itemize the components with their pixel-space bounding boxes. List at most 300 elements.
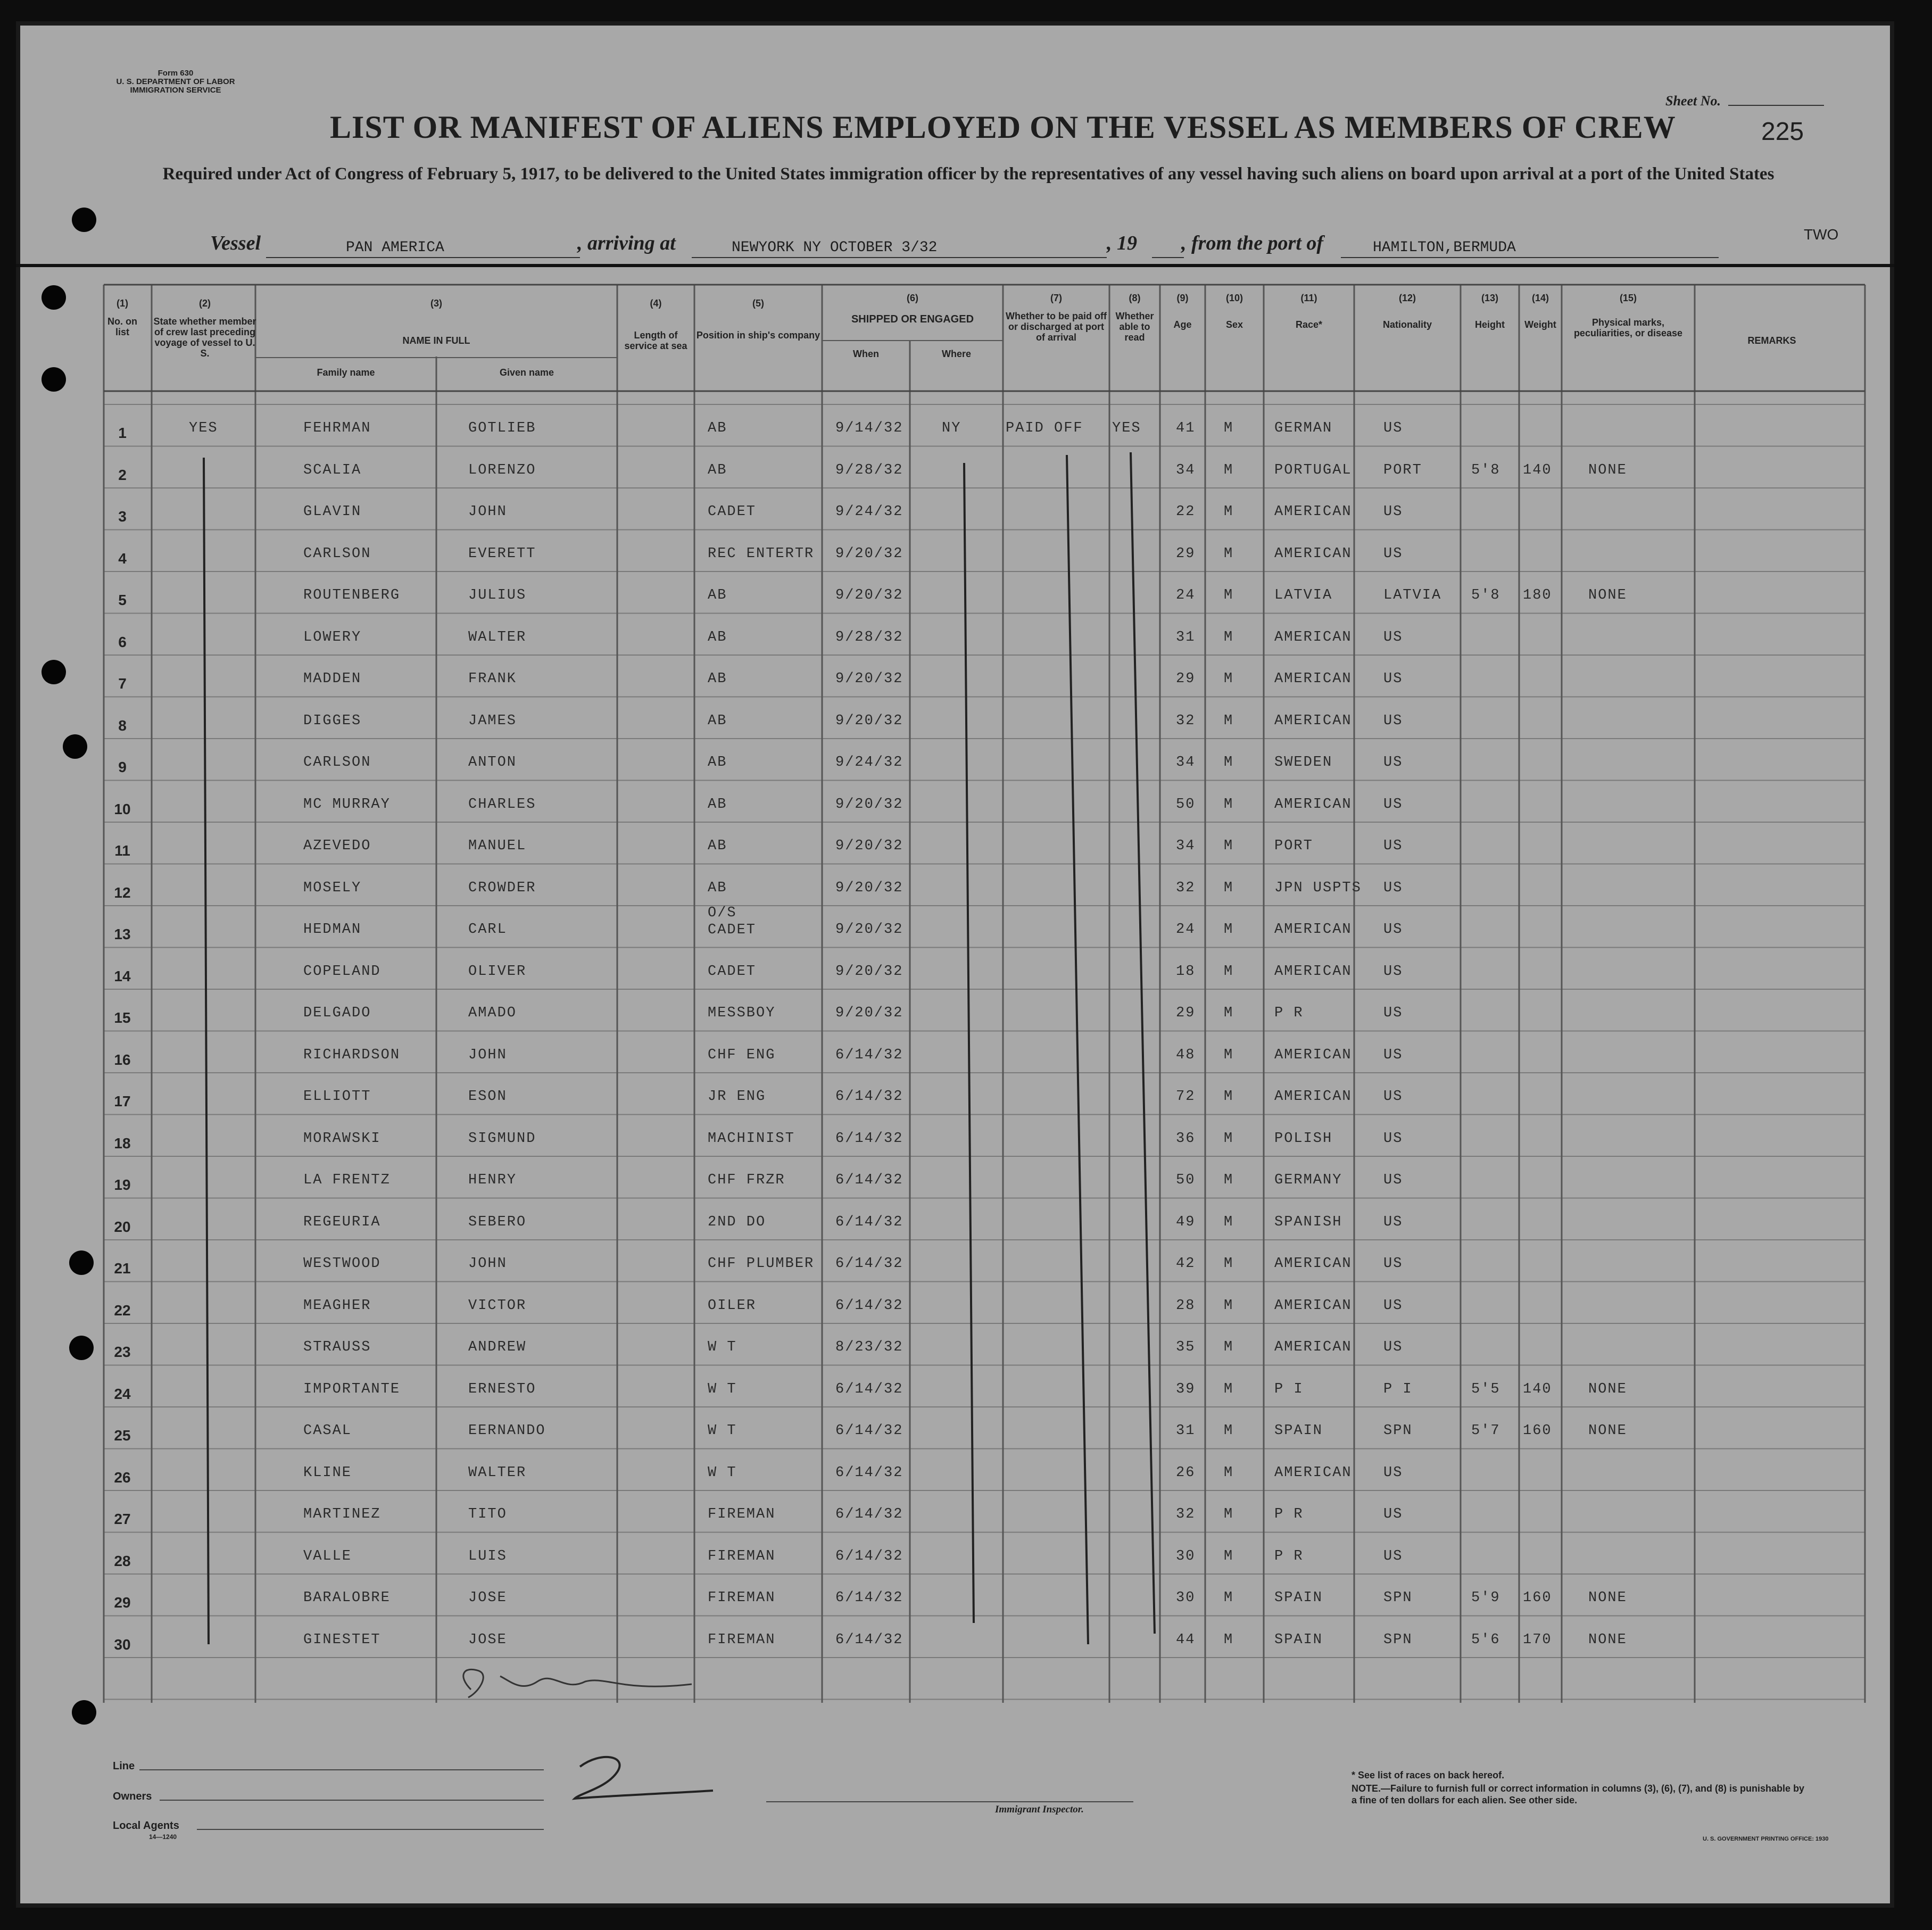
- line-field: [139, 1769, 544, 1770]
- height-cell: 5'7: [1471, 1423, 1500, 1439]
- position-cell: AB: [708, 420, 727, 436]
- row-number: 18: [114, 1134, 131, 1152]
- race-cell: GERMAN: [1274, 420, 1333, 436]
- position-cell: AB: [708, 462, 727, 478]
- remarks-header: REMARKS: [1747, 335, 1796, 346]
- service-name: IMMIGRATION SERVICE: [130, 86, 221, 95]
- race-cell: SPANISH: [1274, 1214, 1342, 1230]
- physical-marks-cell: NONE: [1588, 587, 1627, 603]
- given-name-cell: EVERETT: [468, 545, 536, 562]
- age-cell: 41: [1176, 420, 1196, 436]
- given-name-cell: EERNANDO: [468, 1423, 546, 1439]
- age-cell: 29: [1176, 545, 1196, 562]
- vessel-name: PAN AMERICA: [346, 239, 444, 256]
- age-cell: 49: [1176, 1214, 1196, 1230]
- race-cell: P R: [1274, 1005, 1304, 1021]
- col-number: (13): [1481, 293, 1498, 303]
- nationality-cell: US: [1383, 1214, 1403, 1230]
- where-header: Where: [941, 349, 971, 359]
- from-port-label: , from the port of: [1181, 232, 1324, 254]
- sex-cell: M: [1224, 1548, 1234, 1564]
- row-number: 6: [118, 633, 127, 650]
- shipped-when-cell: 6/14/32: [835, 1548, 903, 1564]
- shipped-when-cell: 6/14/32: [835, 1423, 903, 1439]
- col-number: (8): [1129, 293, 1141, 303]
- col-number: (6): [907, 293, 918, 303]
- race-cell: AMERICAN: [1274, 1339, 1352, 1355]
- sex-cell: M: [1224, 1381, 1234, 1397]
- row-number: 9: [118, 759, 127, 775]
- age-cell: 34: [1176, 838, 1196, 854]
- sex-cell: M: [1224, 1631, 1234, 1648]
- sex-cell: M: [1224, 922, 1234, 938]
- col-number: (9): [1176, 293, 1189, 303]
- race-cell: AMERICAN: [1274, 963, 1352, 980]
- position-cell: AB: [708, 671, 727, 687]
- shipped-when-cell: 6/14/32: [835, 1590, 903, 1606]
- local-agents-label: Local Agents: [113, 1820, 179, 1832]
- shipped-when-cell: 9/20/32: [835, 922, 903, 938]
- height-cell: 5'5: [1471, 1381, 1500, 1397]
- age-cell: 22: [1176, 504, 1196, 520]
- family-name-cell: MOSELY: [303, 880, 362, 896]
- shipped-when-cell: 9/20/32: [835, 671, 903, 687]
- col-number: (7): [1050, 293, 1062, 303]
- race-cell: LATVIA: [1274, 587, 1333, 603]
- local-agents-field: [197, 1829, 544, 1830]
- age-cell: 24: [1176, 587, 1196, 603]
- col-label: Physical marks, peculiarities, or disease: [1573, 317, 1683, 338]
- height-cell: 5'8: [1471, 462, 1500, 478]
- nationality-cell: US: [1383, 504, 1403, 520]
- nationality-cell: US: [1383, 671, 1403, 687]
- nationality-cell: P I: [1383, 1381, 1413, 1397]
- nationality-cell: US: [1383, 420, 1403, 436]
- race-cell: AMERICAN: [1274, 504, 1352, 520]
- race-cell: PORTUGAL: [1274, 462, 1352, 478]
- position-cell: CADET: [708, 504, 757, 520]
- race-footnote: * See list of races on back hereof.: [1351, 1770, 1505, 1780]
- shipped-when-cell: 6/14/32: [835, 1172, 903, 1188]
- position-cell: AB: [708, 796, 727, 813]
- race-cell: POLISH: [1274, 1130, 1333, 1147]
- row-number: 13: [114, 926, 131, 942]
- race-cell: PORT: [1274, 838, 1313, 854]
- nationality-cell: US: [1383, 796, 1403, 813]
- printer-imprint: U. S. GOVERNMENT PRINTING OFFICE: 1930: [1703, 1836, 1829, 1842]
- race-cell: AMERICAN: [1274, 713, 1352, 729]
- family-name-cell: BARALOBRE: [303, 1590, 391, 1606]
- sex-cell: M: [1224, 1297, 1234, 1314]
- position-cell: JR ENG: [708, 1089, 766, 1105]
- physical-marks-cell: NONE: [1588, 1423, 1627, 1439]
- col-label: Nationality: [1382, 319, 1432, 330]
- family-name-cell: RICHARDSON: [303, 1047, 401, 1063]
- when-header: When: [853, 349, 879, 359]
- given-name-cell: VICTOR: [468, 1297, 527, 1314]
- family-name-cell: MARTINEZ: [303, 1506, 381, 1522]
- nationality-cell: SPN: [1383, 1631, 1413, 1648]
- race-cell: P R: [1274, 1506, 1304, 1522]
- col-label: SHIPPED OR ENGAGED: [851, 313, 974, 325]
- family-name-cell: GLAVIN: [303, 504, 362, 520]
- corner-note: TWO: [1804, 226, 1839, 243]
- shipped-when-cell: 9/20/32: [835, 838, 903, 854]
- nationality-cell: US: [1383, 713, 1403, 729]
- given-name-cell: SEBERO: [468, 1214, 527, 1230]
- owners-field: [160, 1800, 544, 1801]
- weight-cell: 170: [1523, 1631, 1552, 1648]
- arriving-label: , arriving at: [577, 232, 676, 254]
- family-name-cell: AZEVEDO: [303, 838, 371, 854]
- family-name-cell: MORAWSKI: [303, 1130, 381, 1147]
- given-name-cell: MANUEL: [468, 838, 527, 854]
- shipped-when-cell: 6/14/32: [835, 1256, 903, 1272]
- family-name-cell: IMPORTANTE: [303, 1381, 401, 1397]
- position-cell: O/S CADET: [708, 905, 757, 938]
- sex-cell: M: [1224, 1130, 1234, 1147]
- race-cell: GERMANY: [1274, 1172, 1342, 1188]
- race-cell: SPAIN: [1274, 1423, 1323, 1439]
- shipped-when-cell: 6/14/32: [835, 1297, 903, 1314]
- race-cell: SWEDEN: [1274, 755, 1333, 771]
- sex-cell: M: [1224, 1089, 1234, 1105]
- physical-marks-cell: NONE: [1588, 462, 1627, 478]
- row-number: 14: [114, 967, 131, 984]
- race-cell: AMERICAN: [1274, 922, 1352, 938]
- shipped-when-cell: 9/14/32: [835, 420, 903, 436]
- nationality-cell: US: [1383, 1464, 1403, 1481]
- sex-cell: M: [1224, 755, 1234, 771]
- position-cell: AB: [708, 587, 727, 603]
- nationality-cell: US: [1383, 838, 1403, 854]
- nationality-cell: US: [1383, 1089, 1403, 1105]
- sex-cell: M: [1224, 713, 1234, 729]
- family-name-cell: SCALIA: [303, 462, 362, 478]
- sex-cell: M: [1224, 963, 1234, 980]
- height-cell: 5'8: [1471, 587, 1500, 603]
- given-name-cell: JOSE: [468, 1631, 507, 1648]
- ditto-mark-read: [1131, 452, 1155, 1634]
- family-name-cell: MEAGHER: [303, 1297, 371, 1314]
- position-cell: AB: [708, 838, 727, 854]
- nationality-cell: US: [1383, 1047, 1403, 1063]
- col-label: Whether able to read: [1115, 311, 1154, 343]
- row-number: 25: [114, 1427, 131, 1444]
- sex-cell: M: [1224, 1590, 1234, 1606]
- age-cell: 34: [1176, 462, 1196, 478]
- paid-off-cell: PAID OFF: [1006, 420, 1083, 436]
- shipped-when-cell: 9/20/32: [835, 963, 903, 980]
- given-name-cell: AMADO: [468, 1005, 517, 1021]
- row-number: 2: [118, 466, 127, 483]
- sex-cell: M: [1224, 1172, 1234, 1188]
- height-cell: 5'9: [1471, 1590, 1500, 1606]
- position-cell: CHF FRZR: [708, 1172, 785, 1188]
- family-name-cell: REGEURIA: [303, 1214, 381, 1230]
- age-cell: 31: [1176, 1423, 1196, 1439]
- nationality-cell: US: [1383, 1005, 1403, 1021]
- col-label: Weight: [1524, 319, 1556, 330]
- shipped-when-cell: 9/20/32: [835, 880, 903, 896]
- position-cell: FIREMAN: [708, 1506, 776, 1522]
- shipped-when-cell: 9/28/32: [835, 629, 903, 645]
- row-number: 20: [114, 1218, 131, 1235]
- shipped-when-cell: 9/28/32: [835, 462, 903, 478]
- col-number: (12): [1398, 293, 1416, 303]
- nationality-cell: US: [1383, 963, 1403, 980]
- race-cell: AMERICAN: [1274, 1089, 1352, 1105]
- sex-cell: M: [1224, 545, 1234, 562]
- row-number: 15: [114, 1009, 131, 1026]
- age-cell: 44: [1176, 1631, 1196, 1648]
- nationality-cell: US: [1383, 545, 1403, 562]
- prev-voyage-cell: YES: [189, 420, 218, 436]
- shipped-when-cell: 6/14/32: [835, 1214, 903, 1230]
- col-number: (10): [1225, 293, 1243, 303]
- weight-cell: 160: [1523, 1423, 1552, 1439]
- row-number: 27: [114, 1511, 131, 1527]
- document-subtitle: Required under Act of Congress of February 5, 1917, to be delivered to the United States immigration officer by the representatives of any vessel having such aliens on board upon arrival at a port of the United States: [162, 164, 1775, 184]
- race-cell: AMERICAN: [1274, 1464, 1352, 1481]
- col-label: Sex: [1225, 319, 1243, 330]
- row-number: 5: [118, 592, 127, 608]
- family-name-cell: FEHRMAN: [303, 420, 371, 436]
- inspector-line: [766, 1801, 1133, 1802]
- position-cell: AB: [708, 713, 727, 729]
- family-name-cell: CASAL: [303, 1423, 352, 1439]
- given-name-cell: LUIS: [468, 1548, 507, 1564]
- age-cell: 34: [1176, 755, 1196, 771]
- vessel-label: Vessel: [210, 232, 261, 254]
- row-number: 12: [114, 884, 131, 901]
- nationality-cell: US: [1383, 755, 1403, 771]
- row-number: 3: [118, 508, 127, 525]
- family-name-cell: COPELAND: [303, 963, 381, 980]
- row-number: 28: [114, 1552, 131, 1569]
- age-cell: 31: [1176, 629, 1196, 645]
- year-label: , 19: [1107, 232, 1137, 254]
- shipped-when-cell: 6/14/32: [835, 1089, 903, 1105]
- age-cell: 72: [1176, 1089, 1196, 1105]
- nationality-cell: US: [1383, 1339, 1403, 1355]
- position-cell: REC ENTERTR: [708, 545, 815, 562]
- position-cell: OILER: [708, 1297, 757, 1314]
- sex-cell: M: [1224, 1047, 1234, 1063]
- shipped-when-cell: 9/24/32: [835, 755, 903, 771]
- position-cell: MACHINIST: [708, 1130, 795, 1147]
- family-name-cell: KLINE: [303, 1464, 352, 1481]
- family-name-cell: MC MURRAY: [303, 796, 391, 813]
- weight-cell: 160: [1523, 1590, 1552, 1606]
- able-to-read-cell: YES: [1112, 420, 1141, 436]
- age-cell: 30: [1176, 1548, 1196, 1564]
- department-name: U. S. DEPARTMENT OF LABOR: [116, 77, 235, 86]
- position-cell: W T: [708, 1339, 737, 1355]
- col-label: Age: [1173, 319, 1192, 330]
- col-number: (14): [1531, 293, 1549, 303]
- sex-cell: M: [1224, 420, 1234, 436]
- nationality-cell: US: [1383, 922, 1403, 938]
- sex-cell: M: [1224, 1339, 1234, 1355]
- shipped-when-cell: 6/14/32: [835, 1381, 903, 1397]
- age-cell: 32: [1176, 1506, 1196, 1522]
- family-name-cell: DELGADO: [303, 1005, 371, 1021]
- col-label: Length of service at sea: [624, 330, 687, 351]
- given-name-cell: LORENZO: [468, 462, 536, 478]
- nationality-cell: US: [1383, 1172, 1403, 1188]
- family-name-cell: ROUTENBERG: [303, 587, 401, 603]
- row-number: 4: [118, 550, 127, 567]
- shipped-where-cell: NY: [942, 420, 961, 436]
- nationality-cell: US: [1383, 1548, 1403, 1564]
- col-number: (11): [1300, 293, 1317, 303]
- ditto-mark-paid: [1067, 455, 1088, 1644]
- age-cell: 26: [1176, 1464, 1196, 1481]
- given-name-cell: WALTER: [468, 629, 527, 645]
- form-number: Form 630: [157, 69, 194, 78]
- given-name-cell: CARL: [468, 922, 507, 938]
- shipped-when-cell: 9/20/32: [835, 796, 903, 813]
- position-cell: MESSBOY: [708, 1005, 776, 1021]
- row-number: 17: [114, 1093, 131, 1109]
- position-cell: W T: [708, 1381, 737, 1397]
- age-cell: 42: [1176, 1256, 1196, 1272]
- given-name-cell: ANTON: [468, 755, 517, 771]
- given-name-cell: TITO: [468, 1506, 507, 1522]
- nationality-cell: US: [1383, 1506, 1403, 1522]
- age-cell: 48: [1176, 1047, 1196, 1063]
- sex-cell: M: [1224, 838, 1234, 854]
- row-number: 23: [114, 1344, 131, 1360]
- race-cell: P I: [1274, 1381, 1304, 1397]
- family-name-cell: WESTWOOD: [303, 1256, 381, 1272]
- position-cell: AB: [708, 629, 727, 645]
- weight-cell: 140: [1523, 1381, 1552, 1397]
- nationality-cell: US: [1383, 629, 1403, 645]
- col-label: Race*: [1295, 319, 1323, 330]
- nationality-cell: SPN: [1383, 1590, 1413, 1606]
- position-cell: 2ND DO: [708, 1214, 766, 1230]
- family-name-header: Family name: [317, 367, 375, 378]
- sex-cell: M: [1224, 1506, 1234, 1522]
- given-name-cell: ERNESTO: [468, 1381, 536, 1397]
- age-cell: 39: [1176, 1381, 1196, 1397]
- family-name-cell: LA FRENTZ: [303, 1172, 391, 1188]
- ditto-mark-prev-voyage: [204, 458, 209, 1644]
- weight-cell: 180: [1523, 587, 1552, 603]
- position-cell: CHF ENG: [708, 1047, 776, 1063]
- departure-port: HAMILTON,BERMUDA: [1373, 239, 1516, 256]
- sex-cell: M: [1224, 1005, 1234, 1021]
- race-cell: AMERICAN: [1274, 671, 1352, 687]
- sex-cell: M: [1224, 1214, 1234, 1230]
- family-name-cell: MADDEN: [303, 671, 362, 687]
- arrival-port-date: NEWYORK NY OCTOBER 3/32: [732, 239, 938, 256]
- given-name-cell: ANDREW: [468, 1339, 527, 1355]
- family-name-cell: GINESTET: [303, 1631, 381, 1648]
- sex-cell: M: [1224, 504, 1234, 520]
- col-label: Position in ship's company: [696, 330, 820, 341]
- shipped-when-cell: 6/14/32: [835, 1130, 903, 1147]
- sex-cell: M: [1224, 671, 1234, 687]
- given-name-cell: WALTER: [468, 1464, 527, 1481]
- position-cell: AB: [708, 880, 727, 896]
- race-cell: JPN USPTS: [1274, 880, 1362, 896]
- shipped-when-cell: 6/14/32: [835, 1631, 903, 1648]
- given-name-cell: OLIVER: [468, 963, 527, 980]
- ditto-mark-where: [964, 463, 974, 1623]
- given-name-cell: JAMES: [468, 713, 517, 729]
- owners-label: Owners: [113, 1791, 152, 1802]
- given-name-cell: CROWDER: [468, 880, 536, 896]
- col-label: State whether member of crew last preceding voyage of vessel to U. S.: [153, 316, 256, 359]
- row-number: 10: [114, 800, 131, 817]
- age-cell: 35: [1176, 1339, 1196, 1355]
- position-cell: AB: [708, 755, 727, 771]
- col-number: (3): [430, 298, 442, 309]
- sex-cell: M: [1224, 1256, 1234, 1272]
- given-name-cell: JOHN: [468, 1256, 507, 1272]
- shipped-when-cell: 8/23/32: [835, 1339, 903, 1355]
- physical-marks-cell: NONE: [1588, 1590, 1627, 1606]
- family-name-cell: CARLSON: [303, 755, 371, 771]
- age-cell: 18: [1176, 963, 1196, 980]
- age-cell: 50: [1176, 796, 1196, 813]
- shipped-when-cell: 6/14/32: [835, 1464, 903, 1481]
- line-label: Line: [113, 1760, 135, 1772]
- sex-cell: M: [1224, 1464, 1234, 1481]
- row-number: 19: [114, 1177, 131, 1193]
- col-number: (2): [199, 298, 211, 309]
- sex-cell: M: [1224, 587, 1234, 603]
- position-cell: FIREMAN: [708, 1631, 776, 1648]
- race-cell: AMERICAN: [1274, 545, 1352, 562]
- col-number: (1): [117, 298, 128, 309]
- family-name-cell: LOWERY: [303, 629, 362, 645]
- row-number: 7: [118, 675, 127, 692]
- position-cell: W T: [708, 1464, 737, 1481]
- age-cell: 24: [1176, 922, 1196, 938]
- age-cell: 32: [1176, 713, 1196, 729]
- document-title: LIST OR MANIFEST OF ALIENS EMPLOYED ON THE VESSEL AS MEMBERS OF CREW: [330, 110, 1676, 145]
- age-cell: 29: [1176, 671, 1196, 687]
- col-label: No. on list: [107, 316, 137, 337]
- race-cell: SPAIN: [1274, 1590, 1323, 1606]
- age-cell: 50: [1176, 1172, 1196, 1188]
- sex-cell: M: [1224, 462, 1234, 478]
- col-number: (4): [650, 298, 662, 309]
- row-number: 26: [114, 1469, 131, 1486]
- col-number: (5): [752, 298, 764, 309]
- nationality-cell: US: [1383, 880, 1403, 896]
- race-cell: AMERICAN: [1274, 796, 1352, 813]
- family-name-cell: DIGGES: [303, 713, 362, 729]
- handwritten-two: [575, 1757, 713, 1799]
- position-cell: FIREMAN: [708, 1590, 776, 1606]
- race-cell: AMERICAN: [1274, 1047, 1352, 1063]
- nationality-cell: SPN: [1383, 1423, 1413, 1439]
- family-name-cell: VALLE: [303, 1548, 352, 1564]
- nationality-cell: LATVIA: [1383, 587, 1442, 603]
- age-cell: 36: [1176, 1130, 1196, 1147]
- family-name-cell: STRAUSS: [303, 1339, 371, 1355]
- sex-cell: M: [1224, 796, 1234, 813]
- row-number: 24: [114, 1385, 131, 1402]
- nationality-cell: US: [1383, 1297, 1403, 1314]
- weight-cell: 140: [1523, 462, 1552, 478]
- given-name-cell: FRANK: [468, 671, 517, 687]
